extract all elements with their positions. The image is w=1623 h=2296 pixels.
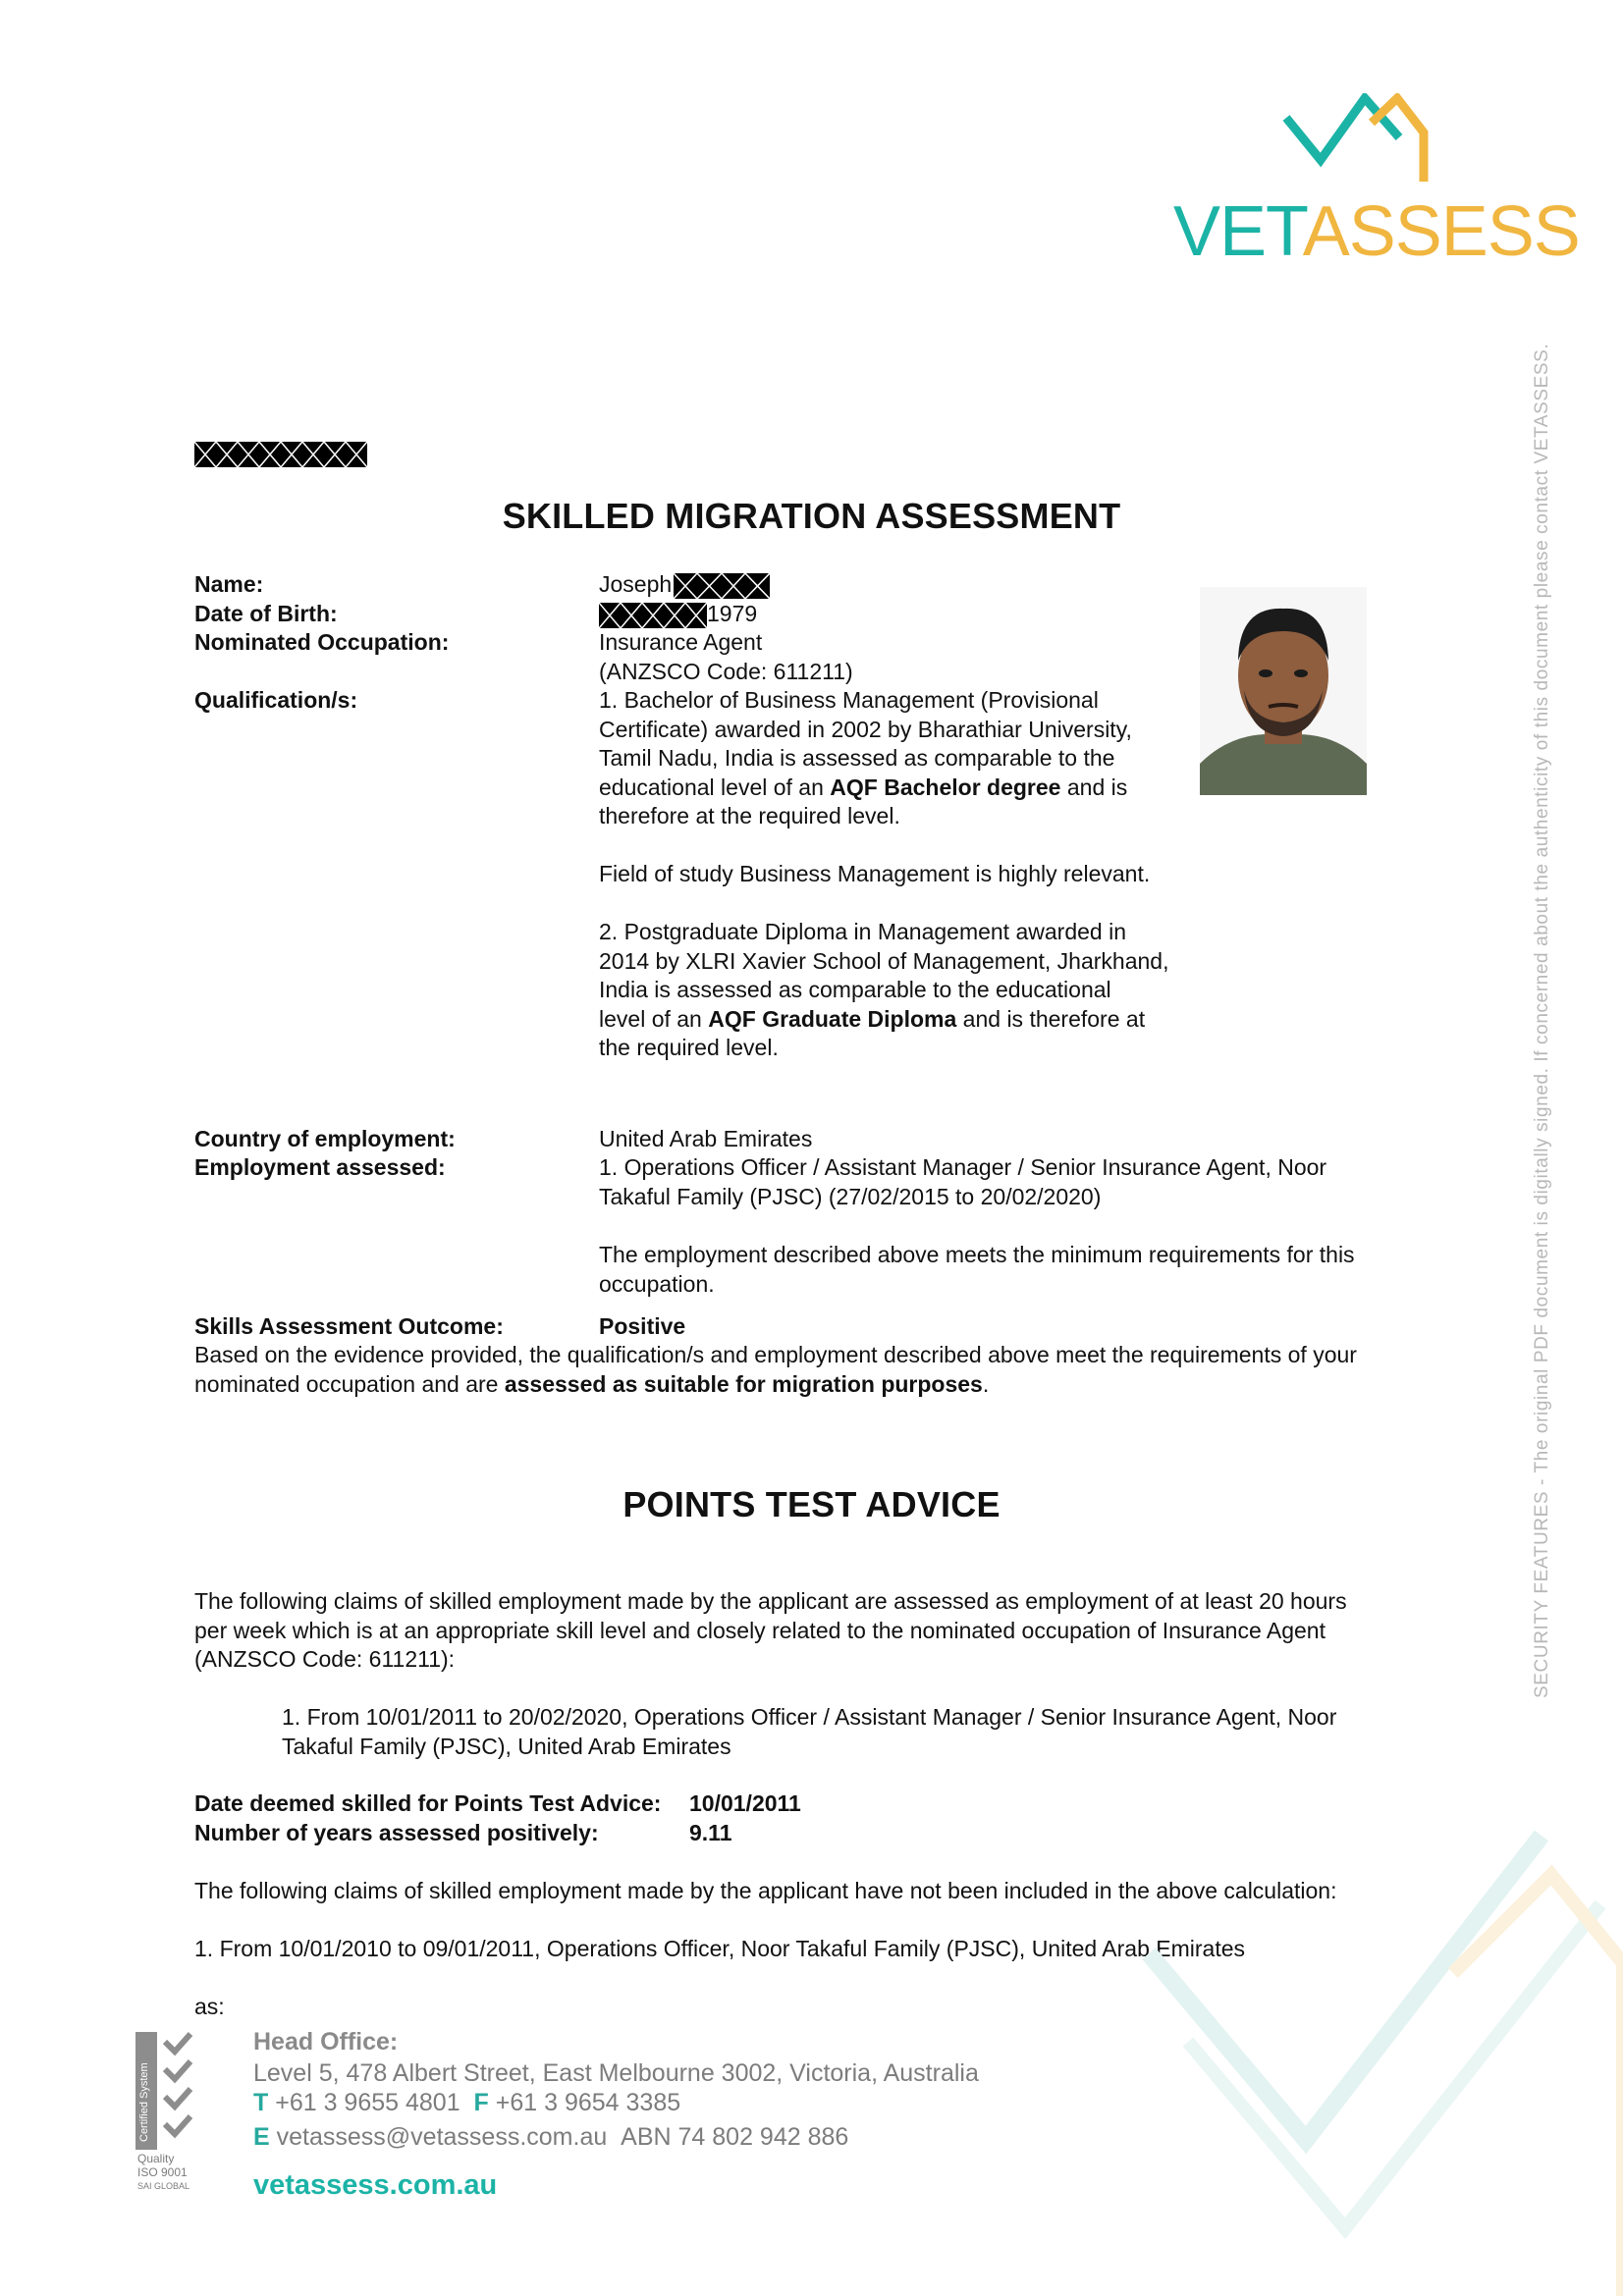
footer-email-line bbox=[253, 2123, 848, 2152]
outcome-statement bbox=[194, 1341, 1357, 1399]
q1-post: and is bbox=[1060, 774, 1128, 800]
employment-meets bbox=[599, 1241, 1355, 1299]
footer-fax: +61 3 9654 3385 bbox=[495, 2089, 681, 2116]
footer-abn: ABN 74 802 942 886 bbox=[621, 2123, 849, 2151]
outcome-bold: assessed as suitable for migration purposes bbox=[504, 1370, 983, 1397]
q2-line: 2014 by XLRI Xavier School of Management, Jharkhand, bbox=[599, 947, 1169, 974]
q2-line: the required level. bbox=[599, 1035, 779, 1060]
claim-line: 1. From 10/01/2011 to 20/02/2020, Operations Officer / Assistant Manager / Senior Insurance Agent, Noor bbox=[282, 1704, 1337, 1730]
name-label: Name: bbox=[194, 571, 264, 597]
email-e-label: E bbox=[253, 2123, 270, 2151]
employment-assessed-label: Employment assessed: bbox=[194, 1154, 446, 1180]
q1-line: 1. Bachelor of Business Management (Provisional bbox=[599, 687, 1099, 713]
employment-assessed-value bbox=[599, 1153, 1326, 1211]
points-title: POINTS TEST ADVICE bbox=[622, 1484, 1001, 1524]
logo-text-vet: VET bbox=[1173, 192, 1303, 271]
intro-line: per week which is at an appropriate skill level and closely related to the nominated occupation of Insurance Agent bbox=[194, 1617, 1325, 1643]
outcome-post: . bbox=[982, 1370, 990, 1397]
date-deemed-value: 10/01/2011 bbox=[689, 1790, 801, 1816]
occupation-value: Insurance Agent bbox=[599, 629, 763, 655]
applicant-photo bbox=[1200, 587, 1367, 795]
checkmarks-icon bbox=[161, 2032, 194, 2150]
q2-line: India is assessed as comparable to the educational bbox=[599, 977, 1111, 1002]
meets-line: The employment described above meets the minimum requirements for this bbox=[599, 1242, 1355, 1267]
years-value: 9.11 bbox=[689, 1820, 732, 1845]
qualification-1 bbox=[599, 686, 1188, 831]
meets-line: occupation. bbox=[599, 1270, 715, 1297]
q2-post: and is therefore at bbox=[956, 1005, 1146, 1032]
outcome-value: Positive bbox=[599, 1313, 686, 1339]
q1-line: Certificate) awarded in 2002 by Bharathiar University, bbox=[599, 716, 1132, 742]
cert-sai: SAI GLOBAL bbox=[137, 2181, 190, 2191]
qualification-2 bbox=[599, 918, 1208, 1063]
intro-line: (ANZSCO Code: 611211): bbox=[194, 1646, 456, 1672]
intro-line: The following claims of skilled employment made by the applicant are assessed as employment of at least 20 hours bbox=[194, 1588, 1347, 1614]
as-label: as: bbox=[194, 1994, 225, 2019]
cert-iso: ISO 9001 bbox=[137, 2165, 188, 2179]
logo-text-assess: ASSESS bbox=[1302, 192, 1580, 271]
name-text: Joseph bbox=[599, 571, 673, 597]
page-title: SKILLED MIGRATION ASSESSMENT bbox=[502, 496, 1121, 536]
dob-value bbox=[599, 600, 757, 629]
country-label: Country of employment: bbox=[194, 1126, 456, 1151]
outcome-line: Based on the evidence provided, the qualification/s and employment described above meet the requirements of your bbox=[194, 1342, 1357, 1367]
occupation-code: (ANZSCO Code: 611211) bbox=[599, 659, 853, 684]
q1-line: therefore at the required level. bbox=[599, 803, 900, 828]
security-note: SECURITY FEATURES - The original PDF document is digitally signed. If concerned about the authenticity of this document please contact VETASSESS. bbox=[1532, 343, 1552, 1698]
footer-address: Level 5, 478 Albert Street, East Melbourne 3002, Victoria, Australia bbox=[253, 2059, 979, 2087]
redacted-reference bbox=[194, 442, 367, 467]
points-intro bbox=[194, 1587, 1347, 1675]
q1-line bbox=[599, 774, 1188, 803]
iso-certification-badge bbox=[135, 2032, 214, 2199]
dob-year: 1979 bbox=[707, 601, 758, 626]
redacted-surname bbox=[674, 573, 770, 599]
claim-line: Takaful Family (PJSC), United Arab Emirates bbox=[282, 1733, 731, 1759]
employment-line: 1. Operations Officer / Assistant Manager / Senior Insurance Agent, Noor bbox=[599, 1154, 1327, 1180]
name-value bbox=[599, 570, 770, 600]
footer-website[interactable]: vetassess.com.au bbox=[253, 2169, 498, 2201]
outcome-pre: nominated occupation and are bbox=[194, 1370, 505, 1397]
q2-line bbox=[599, 1005, 1208, 1035]
date-deemed-label: Date deemed skilled for Points Test Advice: bbox=[194, 1790, 662, 1816]
footer-email[interactable]: vetassess@vetassess.com.au bbox=[276, 2123, 608, 2151]
employment-line: Takaful Family (PJSC) (27/02/2015 to 20/02/2020) bbox=[599, 1183, 1102, 1209]
vetassess-logo bbox=[1173, 93, 1580, 280]
country-value: United Arab Emirates bbox=[599, 1126, 813, 1151]
outcome-line bbox=[194, 1370, 1357, 1400]
cert-quality: Quality bbox=[137, 2152, 175, 2165]
logo-mark-icon bbox=[1281, 93, 1429, 187]
q2-aqf: AQF Graduate Diploma bbox=[708, 1005, 957, 1032]
dob-label: Date of Birth: bbox=[194, 601, 338, 626]
q1-aqf: AQF Bachelor degree bbox=[830, 774, 1061, 800]
years-label: Number of years assessed positively: bbox=[194, 1820, 599, 1845]
q2-line: 2. Postgraduate Diploma in Management awarded in bbox=[599, 919, 1126, 944]
footer-phone[interactable]: +61 3 9655 4801 bbox=[275, 2089, 460, 2116]
q1-line: Tamil Nadu, India is assessed as comparable to the bbox=[599, 745, 1115, 771]
field-of-study: Field of study Business Management is highly relevant. bbox=[599, 861, 1151, 886]
points-claim-1 bbox=[282, 1703, 1336, 1761]
phone-f-label: F bbox=[473, 2089, 489, 2116]
footer-phone-line bbox=[253, 2089, 680, 2117]
excluded-intro: The following claims of skilled employment made by the applicant have not been included in the above calculation: bbox=[194, 1878, 1337, 1903]
outcome-label: Skills Assessment Outcome: bbox=[194, 1313, 504, 1339]
redacted-dob bbox=[599, 603, 707, 628]
phone-t-label: T bbox=[253, 2089, 269, 2116]
occupation-label: Nominated Occupation: bbox=[194, 629, 450, 655]
excluded-claim-1: 1. From 10/01/2010 to 09/01/2011, Operations Officer, Noor Takaful Family (PJSC), United Arab Emirates bbox=[194, 1936, 1246, 1961]
q1-pre: educational level of an bbox=[599, 774, 831, 800]
q2-pre: level of an bbox=[599, 1005, 709, 1032]
qualification-label: Qualification/s: bbox=[194, 687, 358, 713]
head-office-label: Head Office: bbox=[253, 2028, 399, 2056]
cert-vertical-text: Certified System bbox=[138, 2062, 150, 2142]
watermark-chevron-icon bbox=[1129, 1816, 1623, 2296]
